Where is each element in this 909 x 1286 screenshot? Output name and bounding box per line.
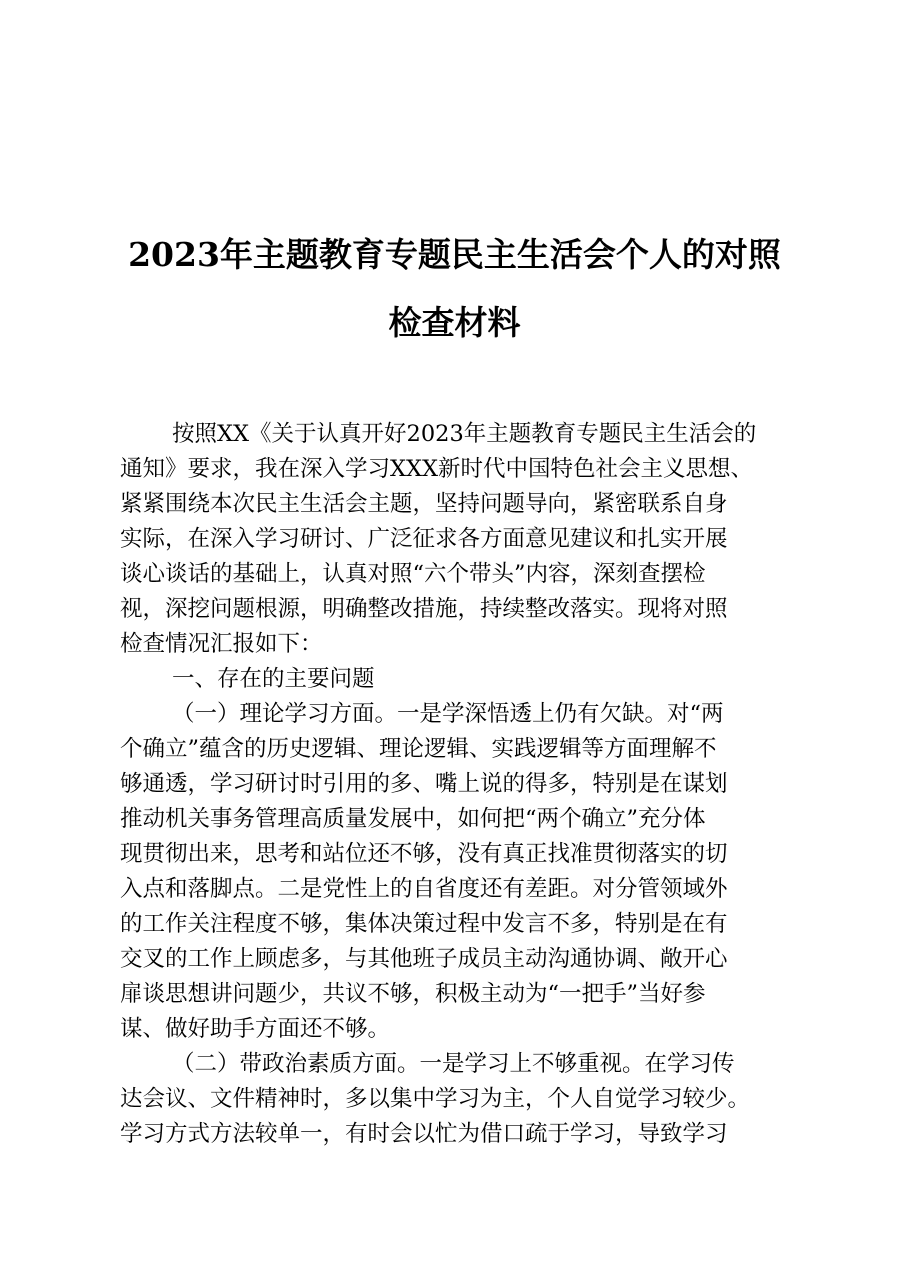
body-line: 谈心谈话的基础上，认真对照“六个带头”内容，深刻查摆检 — [120, 561, 706, 587]
body-line: 现贯彻出来，思考和站位还不够，没有真正找准贯彻落实的切 — [120, 841, 728, 867]
body-line: 按照XX《关于认真开好2023年主题教育专题民主生活会的 — [172, 421, 757, 447]
body-line: 通知》要求，我在深入学习XXX新时代中国特色社会主义思想、 — [120, 456, 754, 482]
body-line: 紧紧围绕本次民主生活会主题，坚持问题导向，紧密联系自身 — [120, 491, 728, 517]
body-line: （二）带政治素质方面。一是学习上不够重视。在学习传 — [172, 1051, 735, 1077]
body-line: 学习方式方法较单一，有时会以忙为借口疏于学习，导致学习 — [120, 1121, 728, 1147]
body-line: 扉谈思想讲问题少，共议不够，积极主动为“一把手”当好参 — [120, 981, 706, 1007]
body-line: 的工作关注程度不够，集体决策过程中发言不多，特别是在有 — [120, 911, 728, 937]
body-line: 达会议、文件精神时，多以集中学习为主，个人自觉学习较少。 — [120, 1086, 751, 1112]
document-title-line-2: 检查材料 — [388, 303, 521, 342]
body-line: （一）理论学习方面。一是学深悟透上仍有欠缺。对“两 — [172, 701, 724, 727]
document-title-line-1: 2023年主题教育专题民主生活会个人的对照 — [128, 235, 781, 274]
body-line: 视，深挖问题根源，明确整改措施，持续整改落实。现将对照 — [120, 596, 728, 622]
body-line: 入点和落脚点。二是党性上的自省度还有差距。对分管领域外 — [120, 876, 728, 902]
body-line: 个确立”蕴含的历史逻辑、理论逻辑、实践逻辑等方面理解不 — [120, 736, 717, 762]
body-line: 推动机关事务管理高质量发展中，如何把“两个确立”充分体 — [120, 806, 706, 832]
body-line: 够通透，学习研讨时引用的多、嘴上说的得多，特别是在谋划 — [120, 771, 728, 797]
body-line: 交叉的工作上顾虑多，与其他班子成员主动沟通协调、敞开心 — [120, 946, 728, 972]
body-line: 谋、做好助手方面还不够。 — [120, 1016, 391, 1042]
section-heading: 一、存在的主要问题 — [172, 666, 375, 692]
body-line: 检查情况汇报如下： — [120, 631, 323, 657]
body-line: 实际，在深入学习研讨、广泛征求各方面意见建议和扎实开展 — [120, 526, 728, 552]
